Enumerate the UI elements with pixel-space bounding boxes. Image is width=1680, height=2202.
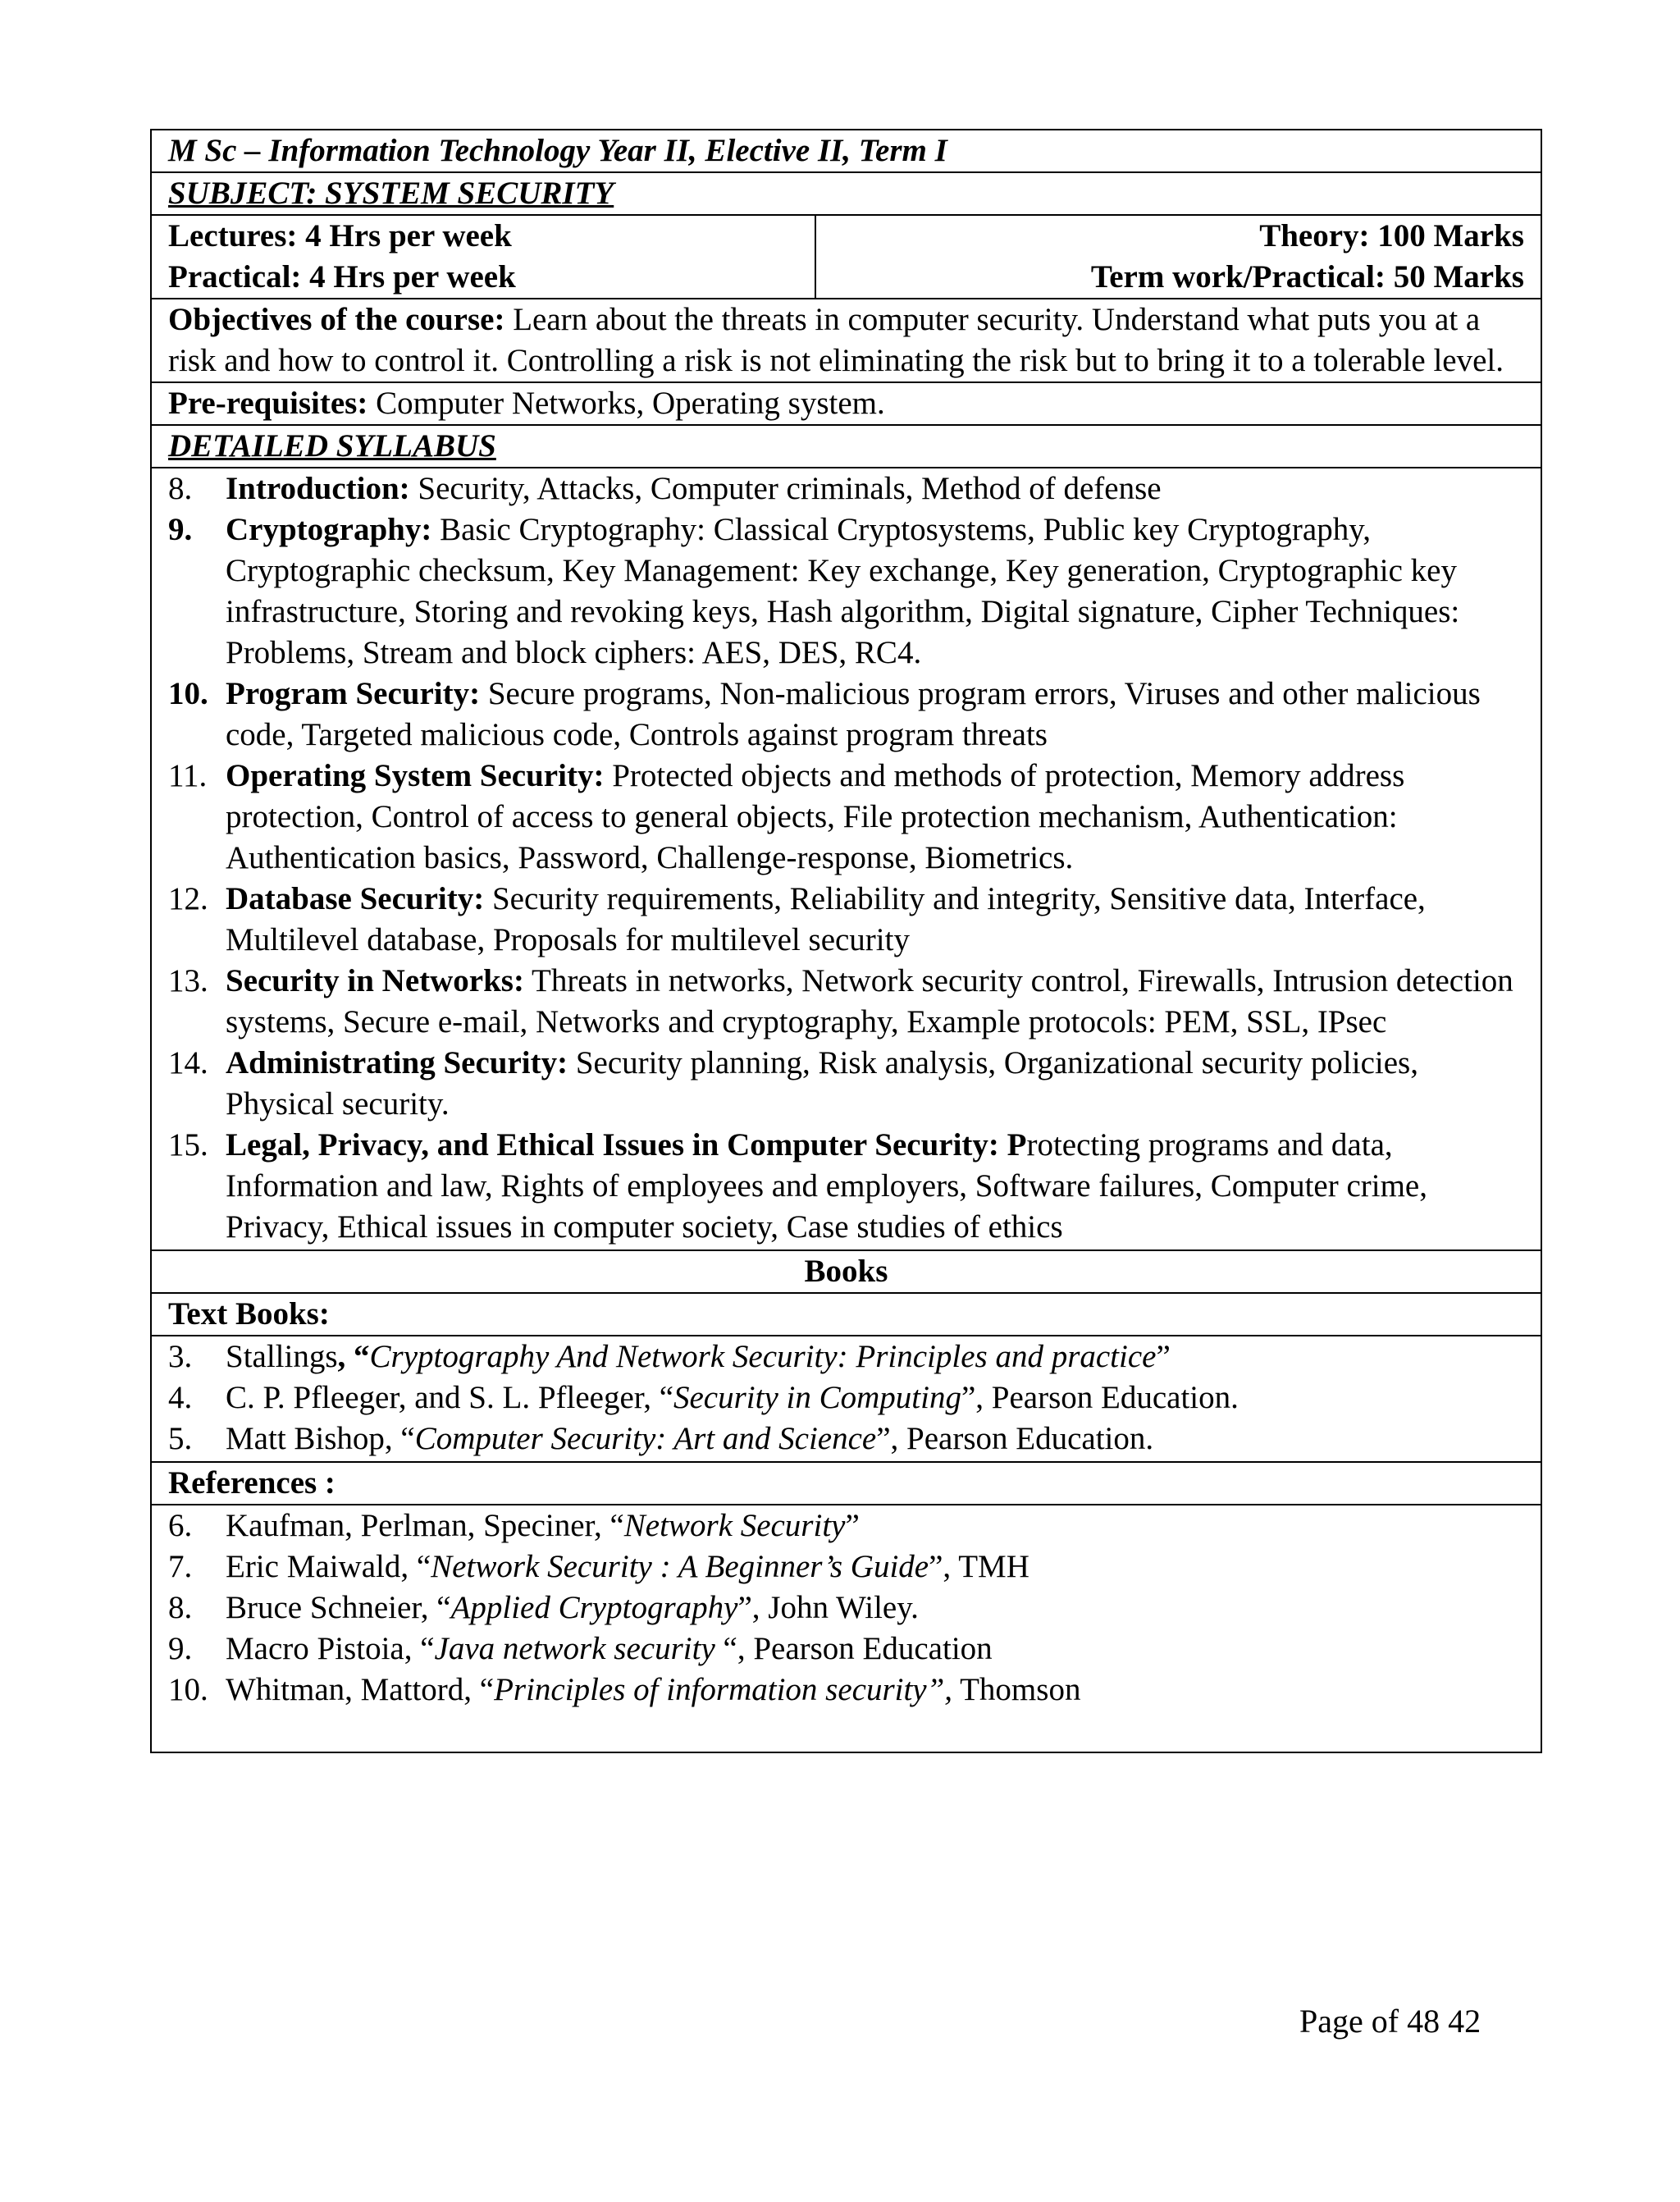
list-item — [168, 1670, 1524, 1711]
item-text: Security requirements, Reliability and integrity, Sensitive data, Interface, Multilevel database, Proposals for multilevel security — [226, 881, 1426, 957]
ref-publisher: ”, TMH — [929, 1549, 1029, 1584]
references-heading-label: References : — [168, 1465, 336, 1501]
textbooks-heading-label: Text Books: — [168, 1296, 330, 1332]
book-author: Stallings — [226, 1339, 338, 1374]
list-item — [168, 1505, 1524, 1546]
theory-marks: Theory: 100 Marks — [1259, 218, 1524, 254]
item-text: Security, Attacks, Computer criminals, Method of defense — [409, 471, 1162, 506]
item-text: Threats in networks, Network security control, Firewalls, Intrusion detection systems, Secure e-mail, Networks and cryptography, Example protocols: PEM, SSL, IPsec — [226, 963, 1513, 1039]
program-title: M Sc – Information Technology Year II, Elective II, Term I — [152, 130, 1541, 173]
ref-author: Eric Maiwald, “ — [226, 1549, 431, 1584]
item-number: 15. — [168, 1127, 208, 1163]
ref-publisher: ”, John Wiley. — [737, 1590, 919, 1625]
prerequisites-text: Computer Networks, Operating system. — [368, 386, 885, 421]
ref-author: Macro Pistoia, “ — [226, 1631, 435, 1666]
list-item — [168, 756, 1524, 879]
book-publisher: ”, Pearson Education. — [876, 1421, 1154, 1456]
book-title: Computer Security: Art and Science — [414, 1421, 877, 1456]
list-item — [168, 1629, 1524, 1670]
item-title: Program Security: — [226, 676, 481, 711]
item-number: 11. — [168, 758, 208, 793]
ref-title: Principles of information security”, — [494, 1672, 953, 1707]
item-number: 10. — [168, 1672, 208, 1707]
hours-marks-row — [152, 216, 1541, 299]
book-author: C. P. Pfleeger, and S. L. Pfleeger, “ — [226, 1380, 673, 1415]
item-number: 7. — [168, 1549, 193, 1584]
books-heading: Books — [152, 1251, 1541, 1294]
references-heading — [152, 1463, 1541, 1505]
book-title: Security in Computing — [673, 1380, 961, 1415]
page-number: Page of 48 42 — [1299, 2003, 1481, 2040]
book-title: Cryptography And Network Security: Principles and practice — [369, 1339, 1157, 1374]
item-number: 8. — [168, 471, 193, 506]
list-item — [168, 1419, 1524, 1460]
item-number: 5. — [168, 1421, 193, 1456]
textbooks-heading — [152, 1294, 1541, 1336]
list-item — [168, 1546, 1524, 1588]
objectives — [152, 299, 1541, 383]
book-publisher: ” — [1156, 1339, 1171, 1374]
book-quote: , “ — [337, 1339, 370, 1374]
item-number: 9. — [168, 512, 193, 547]
item-number: 9. — [168, 1631, 193, 1666]
item-title: Security in Networks: — [226, 963, 524, 998]
item-title: Administrating Security: — [226, 1045, 568, 1080]
references-list — [152, 1505, 1541, 1752]
ref-author: Whitman, Mattord, “ — [226, 1672, 495, 1707]
ref-author: Bruce Schneier, “ — [226, 1590, 451, 1625]
ref-author: Kaufman, Perlman, Speciner, “ — [226, 1508, 624, 1543]
list-item — [168, 1125, 1524, 1248]
item-title: Legal, Privacy, and Ethical Issues in Computer Security: P — [226, 1127, 1027, 1163]
list-item — [168, 1588, 1524, 1629]
item-title: Cryptography: — [226, 512, 432, 547]
termwork-marks: Term work/Practical: 50 Marks — [1090, 259, 1524, 295]
item-number: 3. — [168, 1339, 193, 1374]
textbooks-list — [152, 1336, 1541, 1463]
ref-publisher: ” — [845, 1508, 860, 1543]
list-item — [168, 1336, 1524, 1377]
list-item — [168, 1377, 1524, 1419]
objectives-text: Learn about the threats in computer security. Understand what puts you at a risk and how to control it. Controlling a risk is not eliminating the risk but to bring it to a tolerable level. — [168, 302, 1504, 378]
item-title: Introduction: — [226, 471, 410, 506]
lectures-text: Lectures: 4 Hrs per week — [168, 218, 512, 254]
ref-publisher: “, Pearson Education — [723, 1631, 993, 1666]
marks-cell — [816, 216, 1541, 298]
ref-title: Java network security — [434, 1631, 724, 1666]
prerequisites-label: Pre-requisites: — [168, 386, 368, 421]
item-number: 4. — [168, 1380, 193, 1415]
hours-cell — [152, 216, 816, 298]
item-text: Secure programs, Non-malicious program errors, Viruses and other malicious code, Targeted malicious code, Controls against program threats — [226, 676, 1481, 752]
item-number: 13. — [168, 963, 208, 998]
list-item — [168, 1043, 1524, 1125]
practical-text: Practical: 4 Hrs per week — [168, 259, 516, 295]
item-title: Operating System Security: — [226, 758, 605, 793]
objectives-label: Objectives of the course: — [168, 302, 505, 337]
book-publisher: ”, Pearson Education. — [961, 1380, 1239, 1415]
list-item — [168, 961, 1524, 1043]
ref-title: Applied Cryptography — [450, 1590, 738, 1625]
list-item — [168, 509, 1524, 674]
list-item — [168, 674, 1524, 756]
ref-title: Network Security — [623, 1508, 846, 1543]
ref-publisher: Thomson — [952, 1672, 1081, 1707]
item-text: Protected objects and methods of protection, Memory address protection, Control of access to general objects, File protection mechanism, Authentication: Authentication basics, Password, Challenge-response, Biometrics. — [226, 758, 1405, 875]
book-author: Matt Bishop, “ — [226, 1421, 415, 1456]
syllabus-list — [152, 468, 1541, 1251]
prerequisites — [152, 383, 1541, 426]
item-title: Database Security: — [226, 881, 485, 916]
subject-title: SUBJECT: SYSTEM SECURITY — [152, 173, 1541, 216]
item-text: Security planning, Risk analysis, Organizational security policies, Physical security. — [226, 1045, 1418, 1122]
syllabus-heading: DETAILED SYLLABUS — [152, 426, 1541, 468]
item-number: 8. — [168, 1590, 193, 1625]
syllabus-table — [150, 129, 1542, 1753]
item-number: 6. — [168, 1508, 193, 1543]
item-text: rotecting programs and data, Information and law, Rights of employees and employers, Software failures, Computer crime, Privacy, Ethical issues in computer society, Case studies of ethics — [226, 1127, 1427, 1245]
item-text: Basic Cryptography: Classical Cryptosystems, Public key Cryptography, Cryptographic checksum, Key Management: Key exchange, Key generation, Cryptographic key infrastructure, Storing and revoking keys, Hash algorithm, Digital signature, Cipher Techniques: Problems, Stream and block ciphers: AES, DES, RC4. — [226, 512, 1460, 670]
item-number: 14. — [168, 1045, 208, 1080]
list-item — [168, 879, 1524, 961]
item-number: 12. — [168, 881, 208, 916]
ref-title: Network Security : A Beginner’s Guide — [431, 1549, 929, 1584]
item-number: 10. — [168, 676, 208, 711]
list-item — [168, 468, 1524, 509]
